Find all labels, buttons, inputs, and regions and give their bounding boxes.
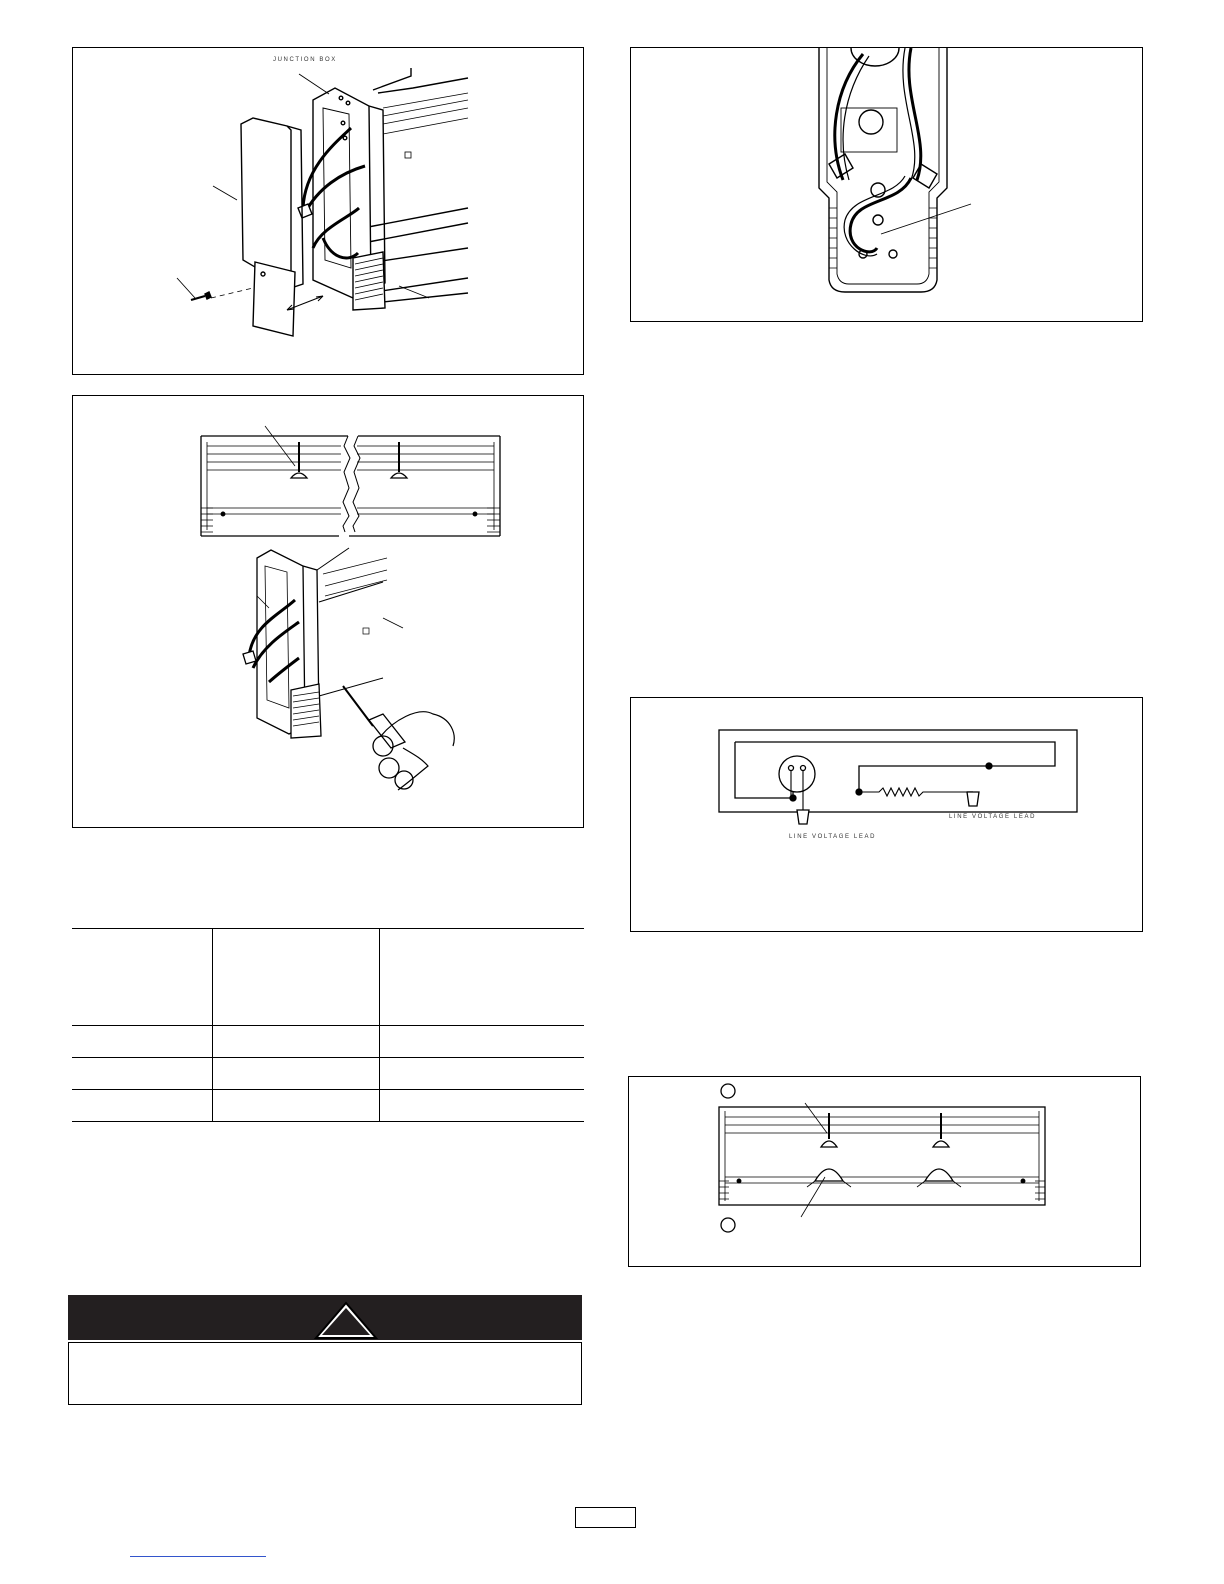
table-row bbox=[72, 1026, 584, 1058]
table-cell bbox=[380, 929, 585, 1026]
callout-a-circle bbox=[721, 1084, 735, 1098]
table-cell bbox=[72, 1058, 213, 1090]
figure-heater-brackets bbox=[628, 1076, 1141, 1267]
table-header-row bbox=[72, 929, 584, 1026]
table-cell bbox=[213, 1058, 380, 1090]
heater-brackets-illustration bbox=[629, 1077, 1140, 1266]
junction-box-illustration bbox=[73, 48, 583, 374]
warning-message-box bbox=[68, 1342, 582, 1405]
figure-wiring-diagram bbox=[630, 697, 1143, 932]
callout-b-circle bbox=[721, 1218, 735, 1232]
specification-table bbox=[72, 928, 584, 1122]
table-cell bbox=[380, 1090, 585, 1122]
table-cell bbox=[213, 929, 380, 1026]
junction-box-label: JUNCTION BOX bbox=[273, 57, 337, 63]
figure-thermostat-cavity bbox=[630, 47, 1143, 322]
line-voltage-lead-label-right: LINE VOLTAGE LEAD bbox=[949, 814, 1036, 820]
figure-heater-mounting bbox=[72, 395, 584, 828]
line-voltage-lead-label-left: LINE VOLTAGE LEAD bbox=[789, 834, 876, 840]
thermostat-cavity-illustration bbox=[631, 48, 1142, 321]
footer-link-underline[interactable] bbox=[130, 1556, 266, 1557]
wiring-schematic bbox=[631, 698, 1142, 931]
table-cell bbox=[72, 929, 213, 1026]
table-cell bbox=[72, 1090, 213, 1122]
heater-mounting-illustration bbox=[73, 396, 583, 827]
table-cell bbox=[380, 1026, 585, 1058]
warning-triangle-icon bbox=[68, 1295, 582, 1340]
table-cell bbox=[72, 1026, 213, 1058]
table-cell bbox=[213, 1090, 380, 1122]
table-row bbox=[72, 1090, 584, 1122]
figure-junction-box-exploded bbox=[72, 47, 584, 375]
page-number-box bbox=[575, 1507, 636, 1528]
table-row bbox=[72, 1058, 584, 1090]
table-cell bbox=[380, 1058, 585, 1090]
warning-header-bar bbox=[68, 1295, 582, 1340]
table-cell bbox=[213, 1026, 380, 1058]
